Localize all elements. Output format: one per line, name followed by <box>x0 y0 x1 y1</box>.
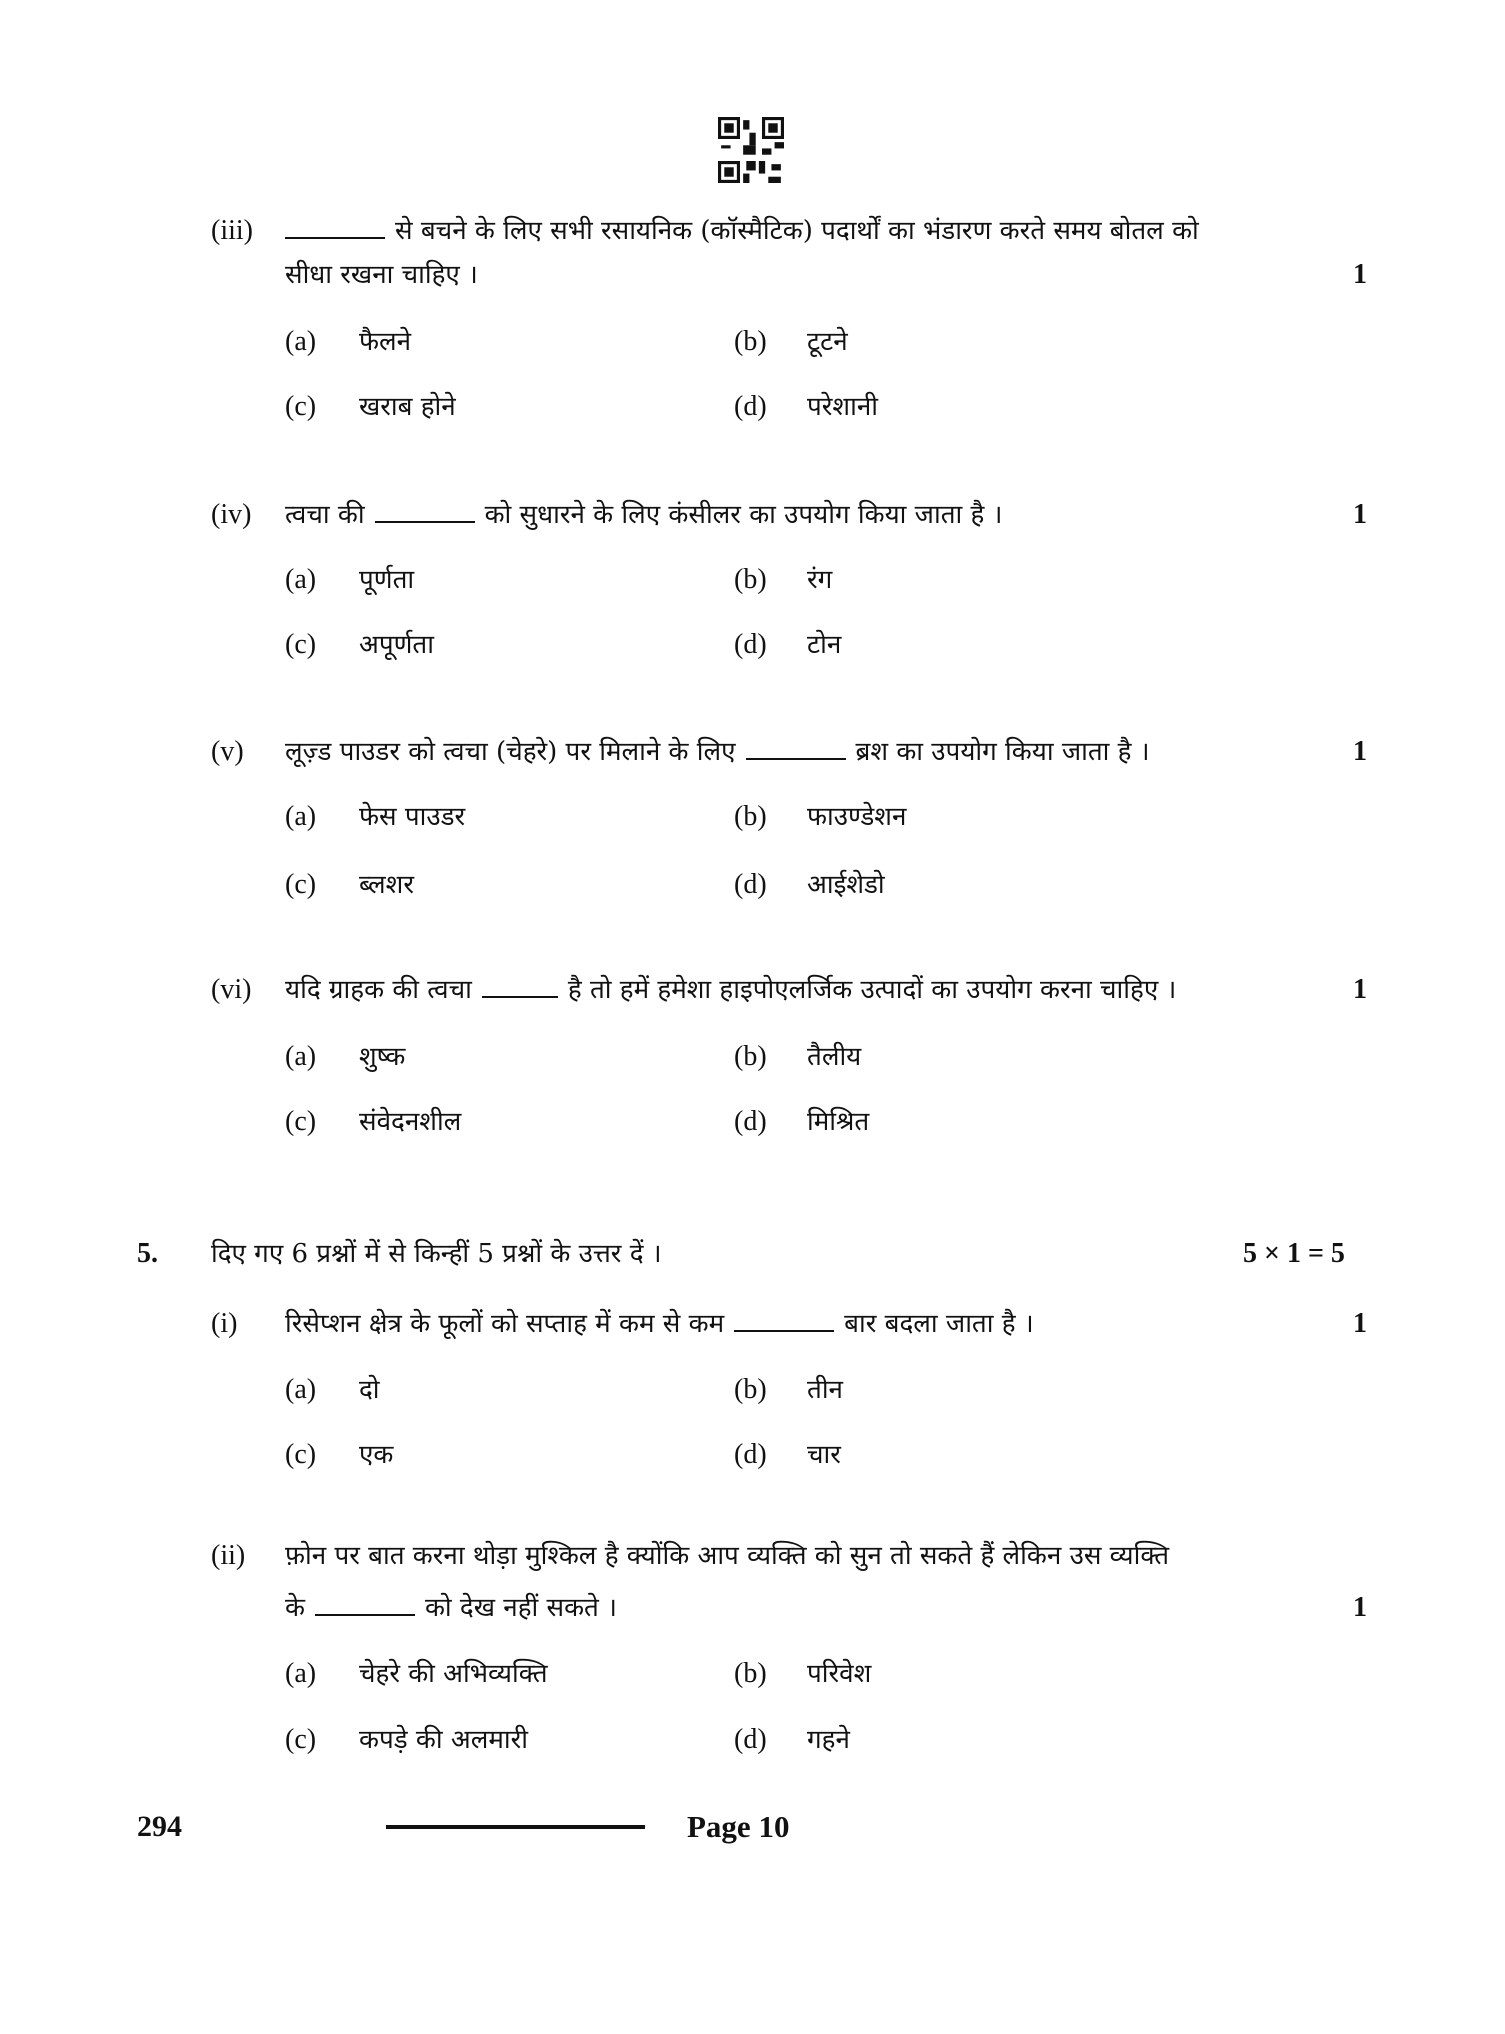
question-number: (vi) <box>211 974 252 1005</box>
question-text: यदि ग्राहक की त्वचा है तो हमें हमेशा हाइपोएलर्जिक उत्पादों का उपयोग करना चाहिए । <box>285 975 1177 1005</box>
question-text: से बचने के लिए सभी रसायनिक (कॉस्मैटिक) पदार्थों का भंडारण करते समय बोतल को <box>285 214 1199 248</box>
option-d: मिश्रित <box>807 1107 870 1137</box>
option-d: परेशानी <box>807 392 878 422</box>
option-b: तैलीय <box>807 1042 862 1072</box>
answer-blank <box>285 215 385 239</box>
option-d: टोन <box>807 630 842 660</box>
question-number: (iii) <box>211 215 253 246</box>
marks: 1 <box>1353 736 1367 767</box>
question-text: त्वचा की को सुधारने के लिए कंसीलर का उपयोग किया जाता है । <box>285 500 1003 530</box>
question-text: लूज़्ड पाउडर को त्वचा (चेहरे) पर मिलाने के लिए ब्रश का उपयोग किया जाता है । <box>285 737 1150 767</box>
question-number: (v) <box>211 736 244 767</box>
option-label: (b) <box>734 1658 767 1689</box>
option-c: कपड़े की अलमारी <box>359 1725 529 1755</box>
question-text: रिसेप्शन क्षेत्र के फूलों को सप्ताह में कम से कम बार बदला जाता है । <box>285 1309 1034 1339</box>
option-label: (d) <box>734 1106 767 1137</box>
option-label: (b) <box>734 326 767 357</box>
qr-code-icon <box>716 117 786 183</box>
footer-divider <box>386 1825 645 1829</box>
option-label: (c) <box>285 629 317 660</box>
option-c: संवेदनशील <box>359 1107 462 1137</box>
option-label: (d) <box>734 629 767 660</box>
marks: 1 <box>1353 259 1367 290</box>
option-label: (d) <box>734 1724 767 1755</box>
option-a: चेहरे की अभिव्यक्ति <box>359 1659 548 1689</box>
option-label: (d) <box>734 1439 767 1470</box>
answer-blank <box>315 1592 415 1616</box>
option-b: टूटने <box>807 327 848 357</box>
answer-blank <box>375 499 475 523</box>
question-number: (i) <box>211 1308 238 1339</box>
question-text-line2: के को देख नहीं सकते । <box>285 1593 617 1623</box>
marks: 1 <box>1353 974 1367 1005</box>
question-number: (iv) <box>211 499 252 530</box>
option-label: (a) <box>285 1374 317 1405</box>
option-c: खराब होने <box>359 392 456 422</box>
option-a: दो <box>359 1375 380 1405</box>
option-c: ब्लशर <box>359 870 414 900</box>
option-a: पूर्णता <box>359 565 415 595</box>
option-label: (b) <box>734 801 767 832</box>
paper-code: 294 <box>137 1810 182 1843</box>
option-label: (b) <box>734 1374 767 1405</box>
option-c: अपूर्णता <box>359 630 434 660</box>
marks: 1 <box>1353 1308 1367 1339</box>
question-instruction: दिए गए 6 प्रश्नों में से किन्हीं 5 प्रश्नों के उत्तर दें । <box>211 1239 662 1269</box>
option-label: (c) <box>285 1439 317 1470</box>
answer-blank <box>734 1308 834 1332</box>
option-label: (d) <box>734 869 767 900</box>
option-label: (a) <box>285 1041 317 1072</box>
page-number: Page 10 <box>687 1809 790 1844</box>
option-b: फाउण्डेशन <box>807 802 907 832</box>
question-number: (ii) <box>211 1540 246 1571</box>
option-a: फेस पाउडर <box>359 802 466 832</box>
option-d: गहने <box>807 1725 850 1755</box>
option-b: परिवेश <box>807 1659 872 1689</box>
marks: 5 × 1 = 5 <box>1243 1238 1345 1269</box>
answer-blank <box>482 974 558 998</box>
option-label: (b) <box>734 564 767 595</box>
option-d: चार <box>807 1440 841 1470</box>
option-label: (c) <box>285 869 317 900</box>
option-label: (a) <box>285 1658 317 1689</box>
marks: 1 <box>1353 499 1367 530</box>
question-text-line2: सीधा रखना चाहिए । <box>285 260 478 290</box>
option-label: (a) <box>285 564 317 595</box>
option-label: (c) <box>285 1724 317 1755</box>
option-c: एक <box>359 1440 394 1470</box>
answer-blank <box>746 736 846 760</box>
option-a: फैलने <box>359 327 412 357</box>
option-label: (d) <box>734 391 767 422</box>
option-a: शुष्क <box>359 1042 406 1072</box>
option-label: (c) <box>285 1106 317 1137</box>
question-text-line1: फ़ोन पर बात करना थोड़ा मुश्किल है क्योंकि आप व्यक्ति को सुन तो सकते हैं लेकिन उस व्यक्ति <box>285 1541 1170 1571</box>
option-label: (a) <box>285 326 317 357</box>
option-b: रंग <box>807 565 833 595</box>
option-label: (b) <box>734 1041 767 1072</box>
option-b: तीन <box>807 1375 843 1405</box>
question-number: 5. <box>137 1238 158 1269</box>
option-d: आईशेडो <box>807 870 885 900</box>
option-label: (a) <box>285 801 317 832</box>
marks: 1 <box>1353 1592 1367 1623</box>
option-label: (c) <box>285 391 317 422</box>
